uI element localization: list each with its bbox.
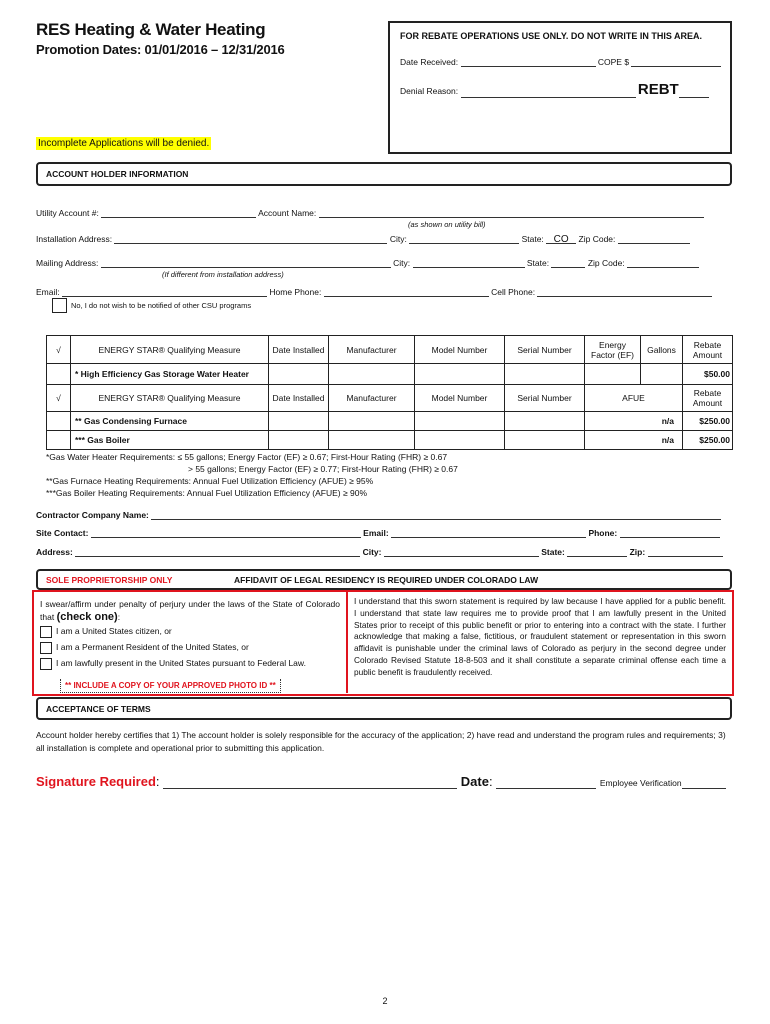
account-name-label: Account Name: [258,208,317,218]
contractor-email-field[interactable] [391,528,586,538]
email-field[interactable] [62,287,267,297]
no-notify-label: No, I do not wish to be notified of other CSU programs [71,301,252,310]
affidavit-options [34,592,348,693]
contractor-address-label: Address: [36,547,73,557]
row-label: *** Gas Boiler [71,431,269,450]
home-phone-label: Home Phone: [269,287,322,297]
row-checkbox-cell[interactable] [47,412,71,431]
rebate-amount: $50.00 [683,364,733,385]
denial-reason-label: Denial Reason: [400,86,459,96]
mail-city-label: City: [393,258,411,268]
signature-colon: : [155,774,160,789]
home-phone-field[interactable] [324,287,489,297]
rebt-label: REBT [637,81,679,98]
swear-colon: : [117,612,121,622]
manufacturer-cell[interactable] [329,412,415,431]
affidavit-heading [36,569,732,590]
signature-row [36,774,726,789]
cell-phone-field[interactable] [537,287,712,297]
acceptance-heading [36,697,732,720]
rebate-column-header: Rebate Amount [683,336,733,364]
contractor-phone-field[interactable] [620,528,720,538]
mailing-address-field[interactable] [101,258,391,268]
measure-column-header: ENERGY STAR® Qualifying Measure [71,336,269,364]
account-name-field[interactable] [319,208,704,218]
contractor-company-field[interactable] [151,510,721,520]
water-heater-requirements-large: > 55 gallons; Energy Factor (EF) ≥ 0.77; First-Hour Rating (FHR) ≥ 0.67 [188,464,458,474]
date-label: Date [460,774,489,789]
date-cell[interactable] [269,412,329,431]
photo-id-note: ** INCLUDE A COPY OF YOUR APPROVED PHOTO ID ** [60,679,281,693]
office-use-heading: FOR REBATE OPERATIONS USE ONLY. DO NOT WRITE IN THIS AREA. [400,31,703,41]
manufacturer-column-header: Manufacturer [329,385,415,412]
swear-statement [40,598,340,624]
install-state-label: State: [521,234,544,244]
site-contact-field[interactable] [91,528,361,538]
check-column-header: √ [47,385,71,412]
afue-cell: n/a [585,431,683,450]
contractor-email-label: Email: [363,528,389,538]
if-different-note: (If different from installation address) [162,270,284,279]
contractor-address-field[interactable] [75,547,360,557]
citizen-option [40,625,340,638]
afue-column-header: AFUE [585,385,683,412]
manufacturer-cell[interactable] [329,364,415,385]
contractor-city-field[interactable] [384,547,539,557]
manufacturer-column-header: Manufacturer [329,336,415,364]
boiler-requirements: ***Gas Boiler Heating Requirements: Annual Fuel Utilization Efficiency (AFUE) ≥ 90% [46,488,368,498]
date-column-header: Date Installed [269,385,329,412]
gallons-cell[interactable] [641,364,683,385]
row-label: ** Gas Condensing Furnace [71,412,269,431]
mail-state-label: State: [526,258,550,268]
permanent-resident-label: I am a Permanent Resident of the United States, or [56,642,249,652]
date-cell[interactable] [269,431,329,450]
check-column-header: √ [47,336,71,364]
row-checkbox-cell[interactable] [47,431,71,450]
denial-row [400,81,709,98]
citizen-label: I am a United States citizen, or [56,626,172,636]
permanent-resident-checkbox[interactable] [40,642,52,654]
affidavit-statement: I understand that this sworn statement is required by law because I have applied for a public benefit. I understand that state law requires me to provide proof that I am lawfully present in the United States prior to receipt of this public benefit or prior to entering into a contract with the state. I further acknowledge that making a false, fictitious, or fraudulent statement or representation in this sworn affidavit is punishable under the criminal laws of Colorado as perjury in the second degree under Colorado Revised Statute 18-8-503 and it shall constitute a separate criminal offense each time a public benefit is fraudulently received. [354,596,726,677]
promotion-dates: Promotion Dates: 01/01/2016 – 12/31/2016 [36,42,285,57]
email-label: Email: [36,287,60,297]
contractor-city-label: City: [362,547,382,557]
ef-cell[interactable] [585,364,641,385]
date-received-field[interactable] [461,57,596,67]
water-heater-requirements: *Gas Water Heater Requirements: ≤ 55 gallons; Energy Factor (EF) ≥ 0.67; First-Hour Rating (FHR) ≥ 0.67 [46,452,448,462]
contractor-zip-field[interactable] [648,547,723,557]
install-state-field[interactable]: CO [546,234,576,244]
swear-text: I swear/affirm under penalty of perjury under the laws of the State of Colorado that [40,599,340,622]
account-holder-heading [36,162,732,186]
furnace-requirements: **Gas Furnace Heating Requirements: Annual Fuel Utilization Efficiency (AFUE) ≥ 95% [46,476,374,486]
serial-column-header: Serial Number [505,385,585,412]
table-row [47,412,733,431]
serial-cell[interactable] [505,364,585,385]
table-row [47,364,733,385]
mail-state-field[interactable] [551,258,585,268]
denial-reason-field[interactable] [461,88,636,98]
lawfully-present-checkbox[interactable] [40,658,52,670]
installation-address-field[interactable] [114,234,387,244]
utility-account-label: Utility Account #: [36,208,99,218]
mailing-address-row [36,258,732,268]
date-column-header: Date Installed [269,336,329,364]
row-label: * High Efficiency Gas Storage Water Heater [71,364,269,385]
utility-account-field[interactable] [101,208,256,218]
account-holder-heading-text: ACCOUNT HOLDER INFORMATION [46,169,189,179]
installation-address-label: Installation Address: [36,234,113,244]
heating-table [46,384,733,450]
mail-zip-label: Zip Code: [587,258,625,268]
citizen-checkbox[interactable] [40,626,52,638]
date-received-row [400,57,721,67]
cope-field[interactable] [631,57,721,67]
sole-proprietorship-label: SOLE PROPRIETORSHIP ONLY [46,574,173,585]
signature-label: Signature Required [36,774,156,789]
affidavit-heading-text: AFFIDAVIT OF LEGAL RESIDENCY IS REQUIRED UNDER COLORADO LAW [234,574,539,585]
site-contact-label: Site Contact: [36,528,89,538]
contractor-company-row [36,510,732,520]
no-notify-row [52,298,251,313]
table-row [47,431,733,450]
contractor-zip-label: Zip: [629,547,646,557]
contractor-phone-label: Phone: [588,528,618,538]
installation-address-row [36,234,732,244]
acceptance-text: Account holder hereby certifies that 1) The account holder is solely responsible for the accuracy of the application; 2) have read and understand the program rules and requirements; 3) all installation is complete and operational prior to submitting this application. [36,730,726,753]
mail-zip-field[interactable] [627,258,699,268]
rebate-amount: $250.00 [683,431,733,450]
rebt-field[interactable] [679,88,709,98]
contractor-state-label: State: [541,547,565,557]
serial-cell[interactable] [505,431,585,450]
row-checkbox-cell[interactable] [47,364,71,385]
install-city-field[interactable] [409,234,519,244]
serial-column-header: Serial Number [505,336,585,364]
contact-row [36,287,732,297]
lawfully-present-label: I am lawfully present in the United States pursuant to Federal Law. [56,658,306,668]
model-column-header: Model Number [415,385,505,412]
acceptance-heading-text: ACCEPTANCE OF TERMS [46,703,151,714]
model-cell[interactable] [415,431,505,450]
afue-cell: n/a [585,412,683,431]
signature-date-field[interactable] [496,777,596,789]
utility-account-row [36,208,732,218]
form-title: RES Heating & Water Heating [36,20,266,39]
install-city-label: City: [389,234,407,244]
check-one-text: (check one) [56,611,118,623]
employee-verification-label: Employee Verification [599,778,682,788]
contractor-state-field[interactable] [567,547,627,557]
lawfully-present-option [40,657,340,670]
mailing-address-label: Mailing Address: [36,258,99,268]
no-notify-checkbox[interactable] [52,298,67,313]
contractor-company-label: Contractor Company Name: [36,510,149,520]
page-number: 2 [382,996,388,1006]
date-colon: : [488,774,493,789]
water-heater-table [46,335,733,385]
date-cell[interactable] [269,364,329,385]
cell-phone-label: Cell Phone: [491,287,536,297]
ef-column-header: Energy Factor (EF) [585,336,641,364]
model-cell[interactable] [415,412,505,431]
manufacturer-cell[interactable] [329,431,415,450]
install-zip-label: Zip Code: [578,234,616,244]
mail-city-field[interactable] [413,258,525,268]
affidavit-box [32,590,734,696]
rebate-amount: $250.00 [683,412,733,431]
incomplete-warning: Incomplete Applications will be denied. [38,138,210,149]
install-zip-field[interactable] [618,234,690,244]
office-use-box [388,21,732,154]
model-column-header: Model Number [415,336,505,364]
employee-verification-field[interactable] [682,777,726,789]
date-received-label: Date Received: [400,57,459,67]
contractor-address-row [36,547,732,557]
rebate-column-header: Rebate Amount [683,385,733,412]
serial-cell[interactable] [505,412,585,431]
permanent-resident-option [40,641,340,654]
signature-field[interactable] [163,777,457,789]
site-contact-row [36,528,732,538]
model-cell[interactable] [415,364,505,385]
gallons-column-header: Gallons [641,336,683,364]
measure-column-header: ENERGY STAR® Qualifying Measure [71,385,269,412]
shown-on-bill-note: (as shown on utility bill) [408,220,486,229]
cope-label: COPE $ [597,57,630,67]
